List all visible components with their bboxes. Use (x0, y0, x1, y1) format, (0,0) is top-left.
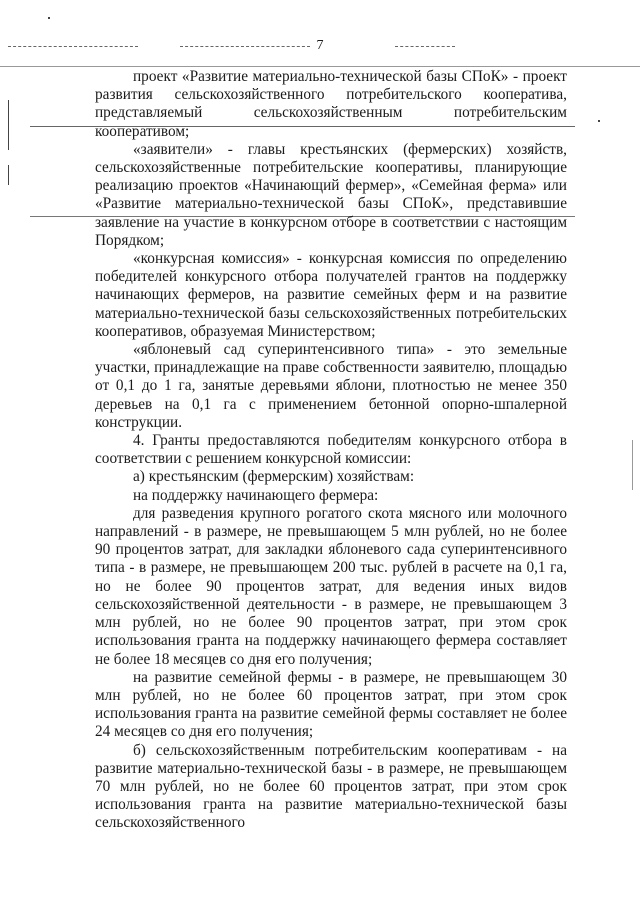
paragraph-item-4b: б) сельскохозяйственным потребительским кооперативам - на развитие материально-технической базы - в размере, не превышающем 70 млн рублей, но не более 60 процентов затрат, при этом срок использования гранта на развитие материально-технической базы сельскохозяйственного (95, 741, 567, 832)
paragraph-definition-applicants: «заявители» - главы крестьянских (фермерских) хозяйств, сельскохозяйственные потребительские кооперативы, планирующие реализацию проектов «Начинающий фермер», «Семейная ферма» или «Развитие материально-технической базы СПоК», представившие заявление на участие в конкурсном отборе в соответствии с настоящим Порядком; (95, 140, 567, 249)
scan-artifact-left-mark-1 (8, 100, 9, 150)
paragraph-beginning-farmer-terms: для разведения крупного рогатого скота мясного или молочного направлений - в размере, не превышающем 5 млн рублей, но не более 90 процентов затрат, для закладки яблоневого сада суперинтенсивного типа - в размере, не превышающем 200 тыс. рублей в расчете на 0,1 га, но не более 90 процентов затрат, для ведения иных видов сельскохозяйственной деятельности - в размере, не превышающем 3 млн рублей, но не более 90 процентов затрат, при этом срок использования гранта на поддержку начинающего фермера составляет не более 18 месяцев со дня его получения; (95, 504, 567, 668)
scan-artifact-left-mark-2 (8, 165, 9, 185)
paragraph-definition-apple-orchard: «яблоневый сад суперинтенсивного типа» - это земельные участки, принадлежащие на праве собственности заявителю, площадью от 0,1 до 1 га, занятые деревьями яблони, плотностью не менее 350 деревьев на 0,1 га с применением бетонной опорно-шпалерной конструкции. (95, 341, 567, 431)
paragraph-item-4: 4. Гранты предоставляются победителям конкурсного отбора в соответствии с решением конкурсной комиссии: (95, 432, 567, 468)
page-number: 7 (316, 38, 324, 53)
scan-artifact-top-line (0, 66, 640, 67)
paragraph-family-farm-terms: на развитие семейной фермы - в размере, не превышающем 30 млн рублей, но не более 60 процентов затрат, при этом срок использования гранта на развитие семейной фермы составляет не более 24 месяцев со дня его получения; (95, 668, 567, 741)
paragraph-definition-spok-project: проект «Развитие материально-технической базы СПоК» - проект развития сельскохозяйственного потребительского кооператива, представляемый сельскохозяйственным потребительским кооперативом; (95, 68, 567, 140)
scan-artifact-speck-1 (48, 17, 50, 19)
paragraph-item-4a: а) крестьянским (фермерским) хозяйствам: (133, 468, 415, 486)
document-body (95, 68, 567, 833)
scan-artifact-speck-2 (598, 120, 600, 122)
scan-artifact-left-mark-3 (632, 440, 633, 490)
paragraph-definition-commission: «конкурсная комиссия» - конкурсная комиссия по определению победителей конкурсного отбора получателей грантов на поддержку начинающих фермеров, на развитие семейных ферм и на развитие материально-технической базы сельскохозяйственных потребительских кооперативов, образуемая Министерством; (95, 250, 567, 340)
paragraph-beginning-farmer-heading: на поддержку начинающего фермера: (133, 486, 379, 504)
